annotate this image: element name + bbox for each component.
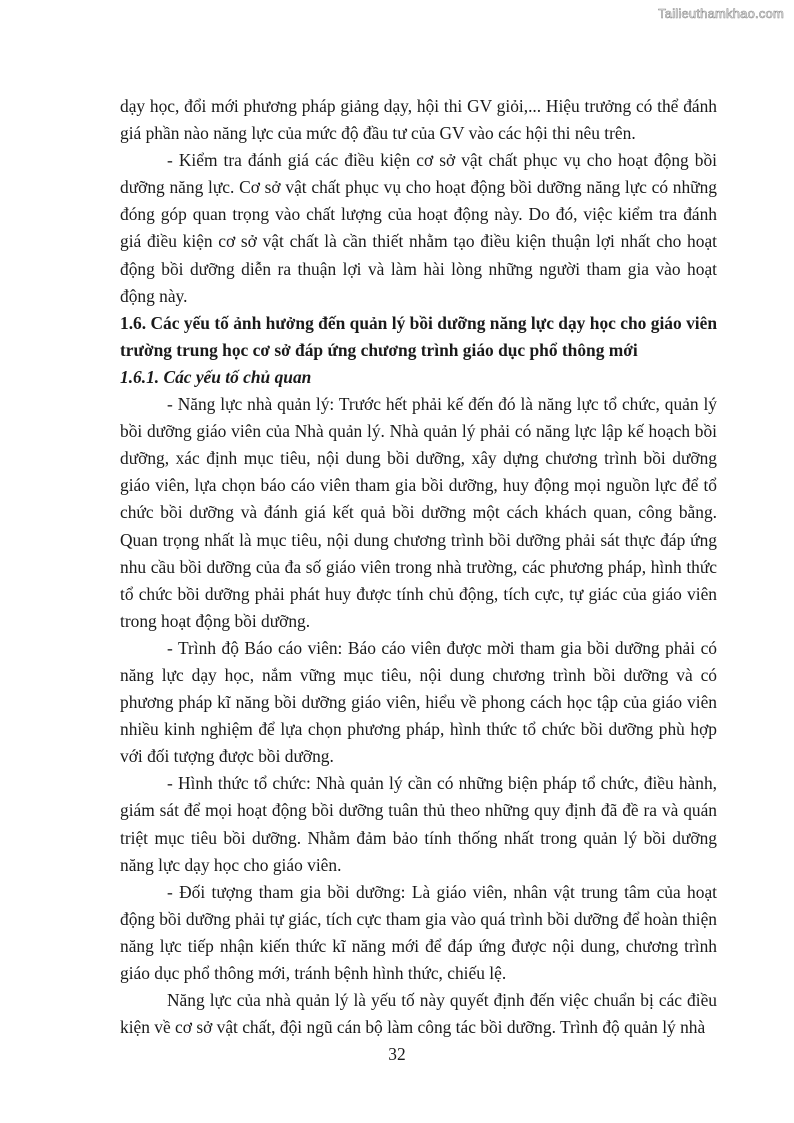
paragraph-manager-role: Năng lực của nhà quản lý là yếu tố này quyết định đến việc chuẩn bị các điều kiện về cơ sở vật chất, đội ngũ cán bộ làm công tác bồi dưỡng. Trình độ quản lý nhà — [120, 990, 717, 1038]
document-body — [120, 93, 717, 1041]
paragraph-participants: - Đối tượng tham gia bồi dưỡng: Là giáo viên, nhân vật trung tâm của hoạt động bồi dưỡng phải tự giác, tích cực tham gia vào quá trình bồi dưỡng để hoàn thiện năng lực tiếp nhận kiến thức kĩ năng mới để đáp ứng được nội dung, chương trình giáo dục phổ thông mới, tránh bệnh hình thức, chiếu lệ. — [120, 881, 717, 983]
paragraph-continued: dạy học, đổi mới phương pháp giảng dạy, hội thi GV giỏi,... Hiệu trưởng có thể đánh giá phần nào năng lực của mức độ đầu tư của GV vào các hội thi nêu trên. — [120, 96, 717, 144]
paragraph-facility-evaluation: - Kiểm tra đánh giá các điều kiện cơ sở vật chất phục vụ cho hoạt động bồi dưỡng năng lực. Cơ sở vật chất phục vụ cho hoạt động bồi dưỡng năng lực có những đóng góp quan trọng vào chất lượng của hoạt động này. Do đó, việc kiểm tra đánh giá điều kiện cơ sở vật chất là cần thiết nhằm tạo điều kiện thuận lợi nhất cho hoạt động bồi dưỡng diễn ra thuận lợi và làm hài lòng những người tham gia vào hoạt động này. — [120, 150, 717, 306]
page-number: 32 — [388, 1044, 406, 1064]
watermark-text: Tailieuthamkhao.com — [658, 6, 784, 21]
section-heading-1-6: 1.6. Các yếu tố ảnh hưởng đến quản lý bồi dưỡng năng lực dạy học cho giáo viên trường trung học cơ sở đáp ứng chương trình giáo dục phổ thông mới — [120, 312, 717, 360]
subsection-heading-1-6-1: 1.6.1. Các yếu tố chủ quan — [120, 366, 312, 387]
paragraph-presenter-level: - Trình độ Báo cáo viên: Báo cáo viên được mời tham gia bồi dưỡng phải có năng lực dạy học, nắm vững mục tiêu, nội dung chương trình bồi dưỡng và có phương pháp kĩ năng bồi dưỡng giáo viên, hiểu về phong cách học tập của giáo viên nhiều kinh nghiệm để lựa chọn phương pháp, hình thức tổ chức bồi dưỡng phù hợp với đối tượng được bồi dưỡng. — [120, 637, 717, 767]
paragraph-manager-capacity: - Năng lực nhà quản lý: Trước hết phải kế đến đó là năng lực tổ chức, quản lý bồi dưỡng giáo viên của Nhà quản lý. Nhà quản lý phải có năng lực lập kế hoạch bồi dưỡng, xác định mục tiêu, nội dung bồi dưỡng, xây dựng chương trình bồi dưỡng giáo viên, lựa chọn báo cáo viên tham gia bồi dưỡng, huy động mọi nguồn lực để tổ chức bồi dưỡng và đánh giá kết quả bồi dưỡng một cách khách quan, công bằng. Quan trọng nhất là mục tiêu, nội dung chương trình bồi dưỡng phải sát thực đáp ứng nhu cầu bồi dưỡng của đa số giáo viên trong nhà trường, các phương pháp, hình thức tổ chức bồi dưỡng phải phát huy được tính chủ động, tích cực, tự giác của giáo viên trong hoạt động bồi dưỡng. — [120, 394, 717, 631]
paragraph-organization-form: - Hình thức tổ chức: Nhà quản lý cần có những biện pháp tổ chức, điều hành, giám sát để mọi hoạt động bồi dưỡng tuân thủ theo những quy định đã đề ra và quán triệt mục tiêu bồi dưỡng. Nhằm đảm bảo tính thống nhất trong quản lý bồi dưỡng năng lực dạy học cho giáo viên. — [120, 773, 717, 875]
